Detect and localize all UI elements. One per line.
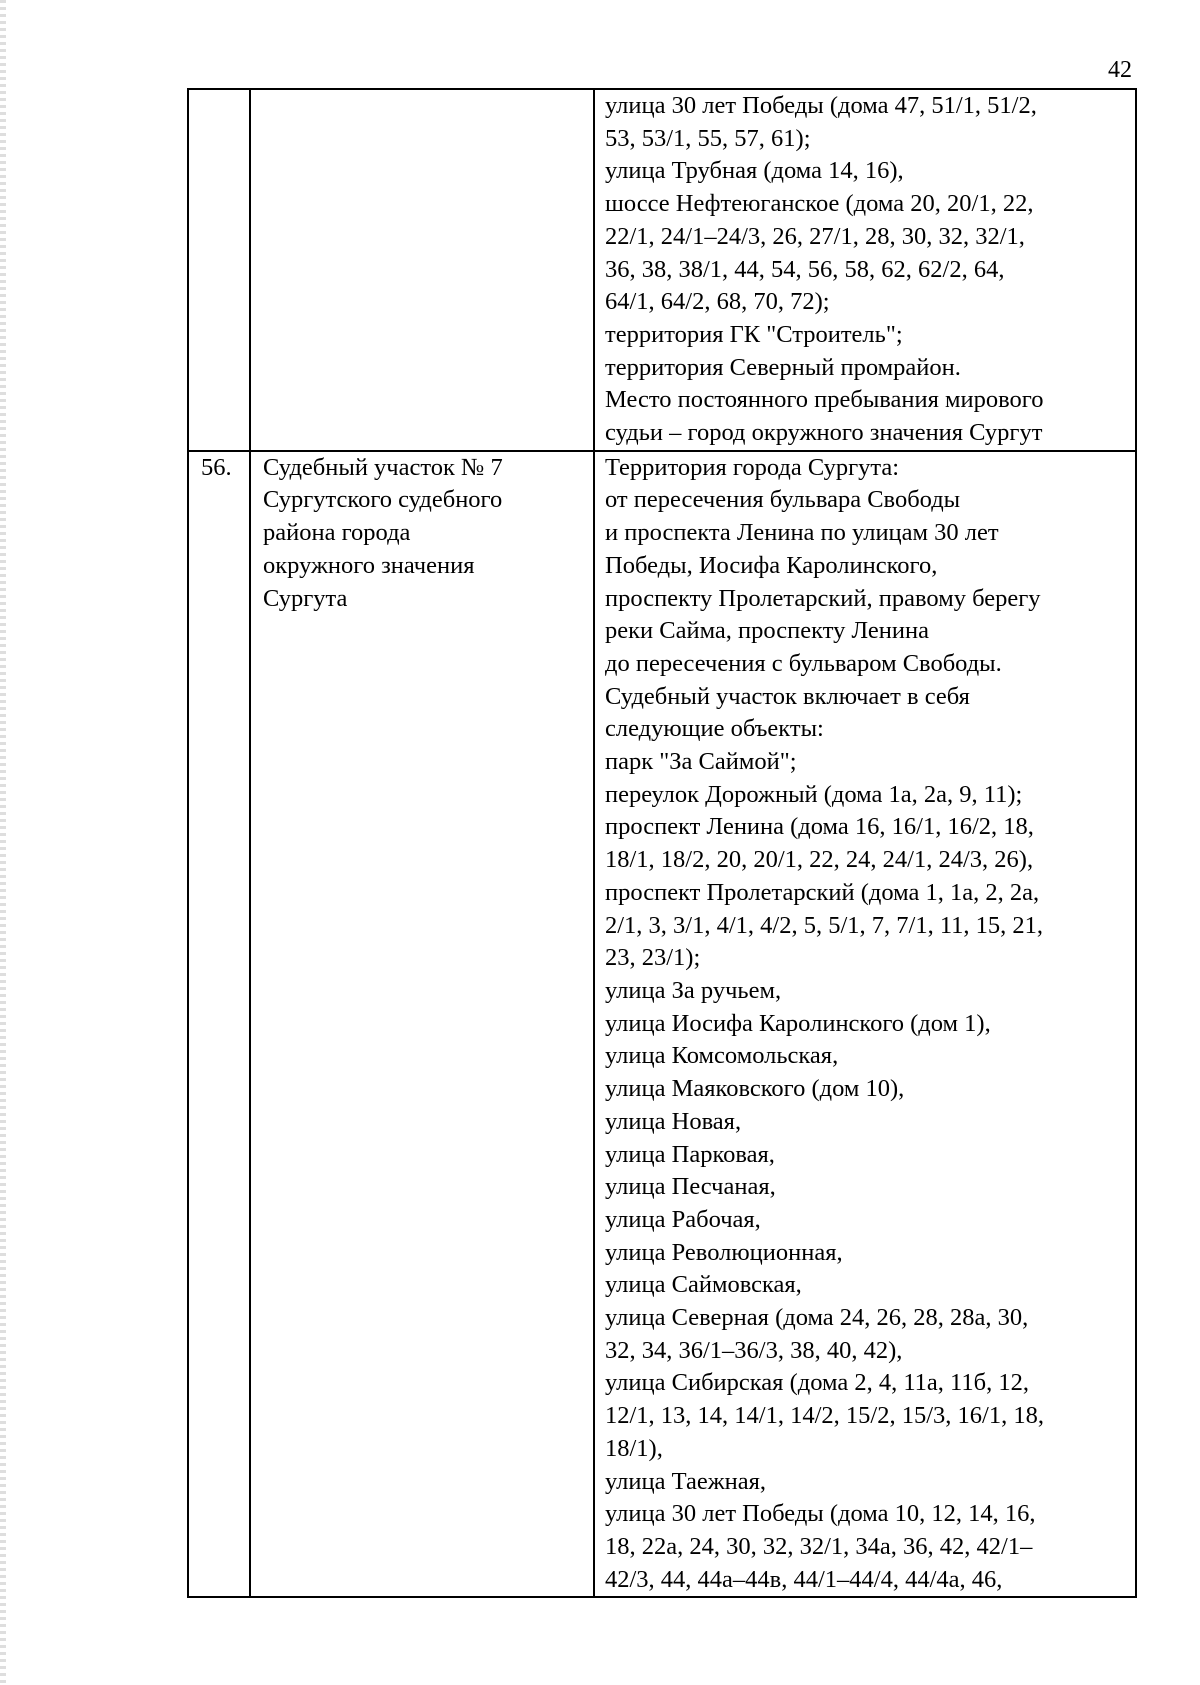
territory-line: улица Маяковского (дом 10), xyxy=(605,1075,905,1103)
territory-line: шоссе Нефтеюганское (дома 20, 20/1, 22, xyxy=(605,190,1034,218)
territory-line: 18/1), xyxy=(605,1434,663,1462)
table-row-continuation xyxy=(188,89,1136,451)
territory-line: 36, 38, 38/1, 44, 54, 56, 58, 62, 62/2, 64, xyxy=(605,255,1005,283)
territory-line: 18, 22а, 24, 30, 32, 32/1, 34а, 36, 42, 42/1– xyxy=(605,1532,1033,1560)
territory-line: улица Рабочая, xyxy=(605,1205,761,1233)
territory-line: улица Парковая, xyxy=(605,1140,775,1168)
territory-line: улица Саймовская, xyxy=(605,1271,802,1299)
territory-line: парк "За Саймой"; xyxy=(605,748,797,776)
territory-line: территория ГК "Строитель"; xyxy=(605,320,903,348)
territory-line: судьи – город окружного значения Сургут xyxy=(605,419,1043,447)
district-name-line: Сургута xyxy=(263,584,348,612)
row-number-cell xyxy=(188,451,250,1598)
territory-line: 53, 53/1, 55, 57, 61); xyxy=(605,124,811,152)
territory-line: улица Новая, xyxy=(605,1107,742,1135)
territory-line: улица Таежная, xyxy=(605,1467,767,1495)
court-districts-table xyxy=(187,88,1137,1598)
territory-line: улица 30 лет Победы (дома 47, 51/1, 51/2, xyxy=(605,92,1037,119)
district-name-cell xyxy=(250,451,594,1598)
table-row-56 xyxy=(188,451,1136,1598)
territory-line: улица Сибирская (дома 2, 4, 11а, 11б, 12, xyxy=(605,1369,1029,1397)
territory-line: проспект Пролетарский (дома 1, 1а, 2, 2а, xyxy=(605,878,1040,906)
row-number-cell xyxy=(188,89,250,451)
territory-line: 42/3, 44, 44а–44в, 44/1–44/4, 44/4а, 46, xyxy=(605,1565,1003,1593)
territory-line: улица Иосифа Каролинского (дом 1), xyxy=(605,1009,991,1037)
territory-line: проспекту Пролетарский, правому берегу xyxy=(605,584,1041,612)
territory-line: 12/1, 13, 14, 14/1, 14/2, 15/2, 15/3, 16/1, 18, xyxy=(605,1402,1044,1430)
territory-line: улица За ручьем, xyxy=(605,976,782,1004)
territory-line: 2/1, 3, 3/1, 4/1, 4/2, 5, 5/1, 7, 7/1, 11, 15, 21, xyxy=(605,911,1044,939)
territory-line: и проспекта Ленина по улицам 30 лет xyxy=(605,519,999,547)
territory-line: до пересечения с бульваром Свободы. xyxy=(605,649,1002,677)
page-number: 42 xyxy=(1108,57,1132,83)
territory-line: 32, 34, 36/1–36/3, 38, 40, 42), xyxy=(605,1336,903,1364)
territory-line: 18/1, 18/2, 20, 20/1, 22, 24, 24/1, 24/3, 26), xyxy=(605,846,1034,874)
territory-line: 22/1, 24/1–24/3, 26, 27/1, 28, 30, 32, 32/1, xyxy=(605,222,1025,250)
district-name-line: окружного значения xyxy=(263,551,475,579)
district-name-line: Сургутского судебного xyxy=(263,486,503,514)
territory-line: улица Песчаная, xyxy=(605,1173,776,1201)
territory-line: улица 30 лет Победы (дома 10, 12, 14, 16, xyxy=(605,1500,1036,1528)
territory-line: следующие объекты: xyxy=(605,715,824,743)
territory-line: улица Революционная, xyxy=(605,1238,843,1266)
scan-edge-artifact xyxy=(0,0,6,1685)
territory-line: реки Сайма, проспекту Ленина xyxy=(605,617,930,645)
row-number: 56. xyxy=(201,453,232,481)
territory-line: Судебный участок включает в себя xyxy=(605,682,970,710)
territory-line: Место постоянного пребывания мирового xyxy=(605,386,1044,414)
territory-line: территория Северный промрайон. xyxy=(605,353,961,381)
territory-line: улица Северная (дома 24, 26, 28, 28а, 30, xyxy=(605,1304,1029,1332)
territory-line: переулок Дорожный (дома 1а, 2а, 9, 11); xyxy=(605,780,1023,808)
territory-line: Территория города Сургута: xyxy=(605,453,900,481)
territory-line: 23, 23/1); xyxy=(605,944,701,972)
district-name-cell xyxy=(250,89,594,451)
territory-line: от пересечения бульвара Свободы xyxy=(605,486,961,514)
district-name-line: Судебный участок № 7 xyxy=(263,453,503,481)
territory-line: 64/1, 64/2, 68, 70, 72); xyxy=(605,288,830,316)
territory-line: улица Комсомольская, xyxy=(605,1042,839,1070)
district-name-line: района города xyxy=(263,519,411,547)
territory-description-cell xyxy=(594,89,1136,451)
territory-line: улица Трубная (дома 14, 16), xyxy=(605,157,904,185)
territory-description-cell xyxy=(594,451,1136,1598)
territory-line: проспект Ленина (дома 16, 16/1, 16/2, 18, xyxy=(605,813,1034,841)
territory-line: Победы, Иосифа Каролинского, xyxy=(605,551,938,579)
